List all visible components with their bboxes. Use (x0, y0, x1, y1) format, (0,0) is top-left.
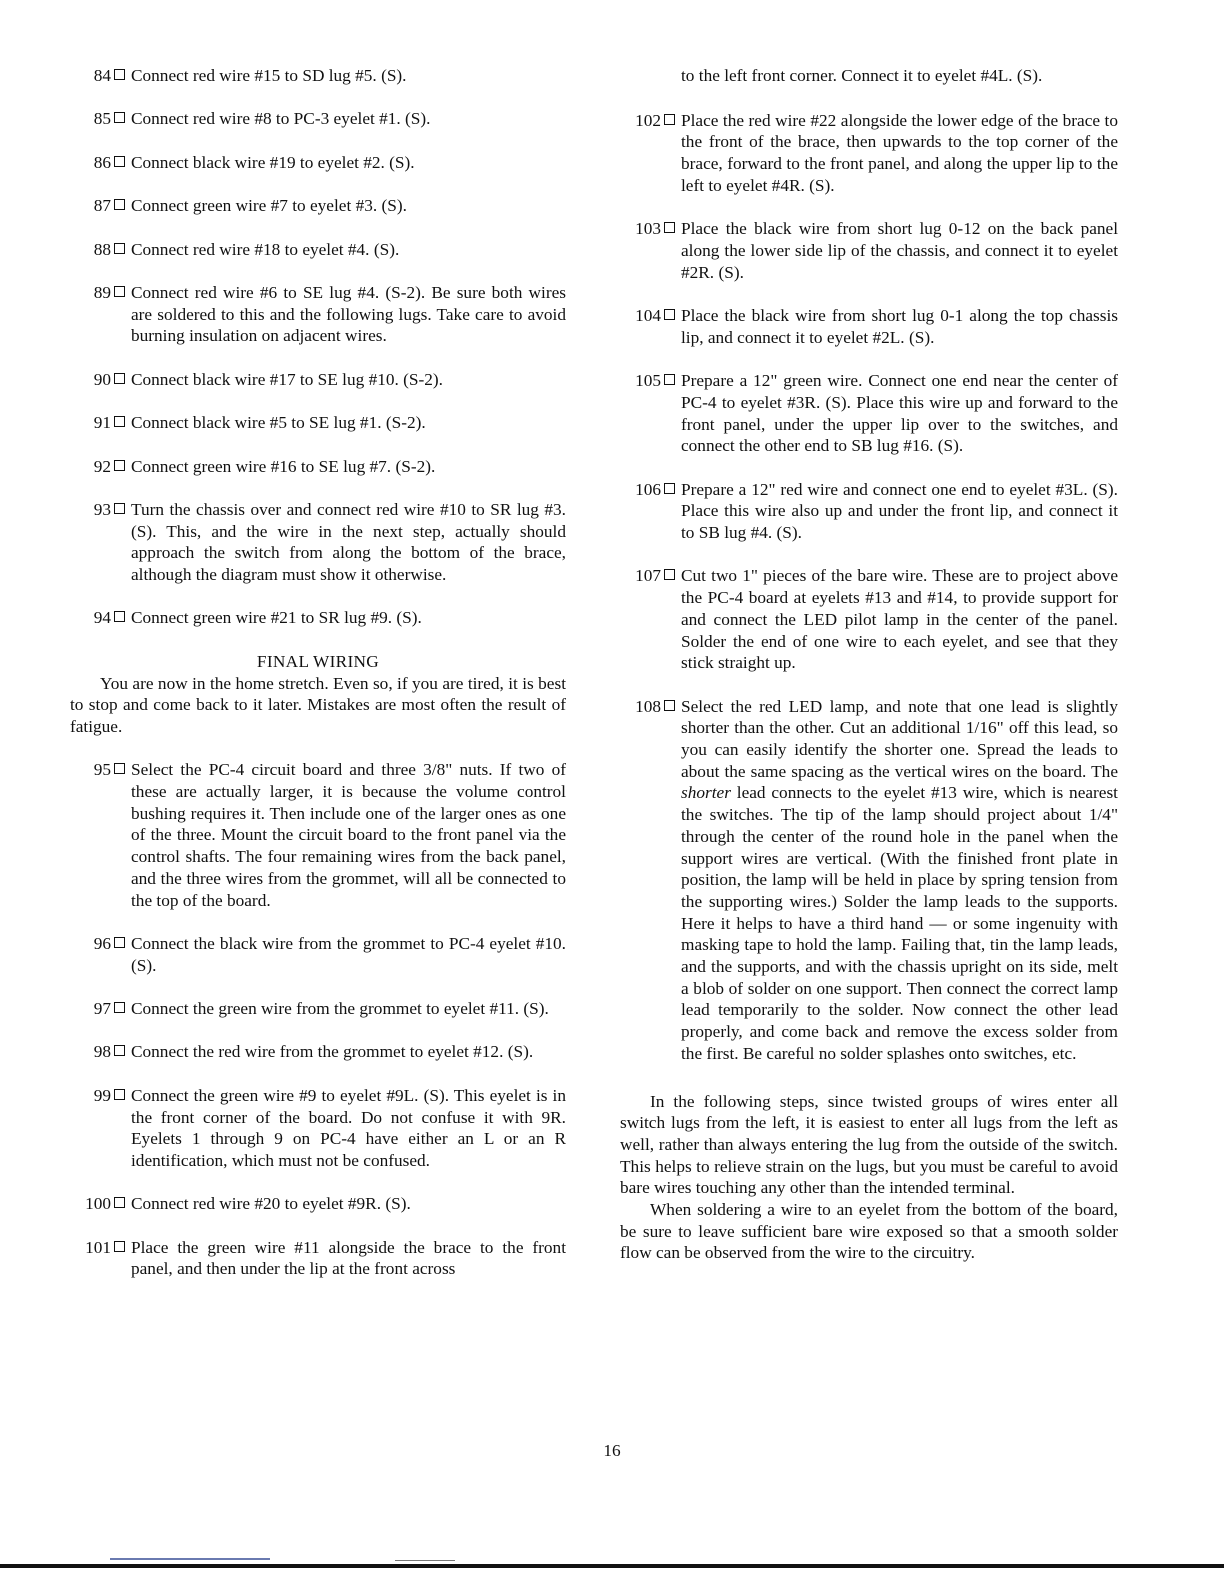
step-number-cell (620, 370, 681, 457)
step-number: 85 (93, 109, 111, 129)
step-text: Connect the green wire from the grommet to eyelet #11. (S). (131, 999, 549, 1019)
step-number: 100 (85, 1194, 111, 1214)
step-number-cell (70, 369, 131, 391)
step-item (70, 108, 566, 130)
step-text: Place the black wire from short lug 0-12 on the back panel along the lower side lip of the chassis, and connect it to eyelet #2R. (S). (681, 219, 1118, 282)
step-number: 96 (93, 933, 111, 953)
checkbox-icon[interactable] (114, 1089, 125, 1100)
step-item (70, 369, 566, 391)
step-text: Turn the chassis over and connect red wire #10 to SR lug #3. (S). This, and the wire in the next step, actually should approach the switch from along the bottom of the brace, although the diagram must show it otherwise. (131, 499, 566, 585)
step-number: 90 (93, 369, 111, 389)
step-item (70, 282, 566, 347)
step-number: 97 (93, 999, 111, 1019)
checkbox-icon[interactable] (114, 937, 125, 948)
step-text: Place the green wire #11 alongside the brace to the front panel, and then under the lip at the front across (131, 1237, 566, 1279)
step-number-cell (70, 282, 131, 347)
step-text: Connect black wire #17 to SE lug #10. (S-2). (131, 369, 443, 389)
step-list (620, 110, 1118, 674)
step-number: 91 (93, 413, 111, 433)
step-number: 95 (93, 760, 111, 780)
step-text: Connect red wire #18 to eyelet #4. (S). (131, 239, 400, 259)
checkbox-icon[interactable] (664, 309, 675, 320)
step-text: Place the red wire #22 alongside the lower edge of the brace to the front of the brace, then upwards to the top corner of the brace, forward to the front panel, and along the upper lip to the left to eyelet #4R. (S). (681, 110, 1118, 195)
step-item (620, 305, 1118, 348)
step-item (620, 696, 1118, 1065)
checkbox-icon[interactable] (664, 222, 675, 233)
step-number: 106 (635, 479, 661, 499)
step-item (70, 607, 566, 629)
step-item (70, 195, 566, 217)
step-item (70, 412, 566, 434)
step-number: 84 (93, 66, 111, 85)
step-number: 87 (93, 196, 111, 216)
step-item (620, 565, 1118, 674)
step-number: 102 (635, 110, 661, 130)
step-number-cell (70, 998, 131, 1020)
step-number: 108 (635, 696, 661, 716)
step-list (70, 65, 566, 629)
bottom-rule (0, 1564, 1224, 1568)
step-number-cell (70, 195, 131, 217)
step-text: Connect black wire #5 to SE lug #1. (S-2). (131, 413, 426, 433)
step-item (70, 239, 566, 261)
checkbox-icon[interactable] (114, 503, 125, 514)
step-number-cell (70, 65, 131, 87)
step-number-cell (70, 239, 131, 261)
step-number: 104 (635, 306, 661, 325)
step-text-part: Select the red LED lamp, and note that one lead is slightly shorter than the other. Cut an additional 1/16" off this lead, so you can easily identify the shorter one. Spread the leads to about the same spacing as the vertical wires on the board. The (681, 696, 1118, 781)
step-number: 92 (93, 456, 111, 476)
checkbox-icon[interactable] (664, 114, 675, 125)
step-text: Connect red wire #20 to eyelet #9R. (S). (131, 1194, 411, 1214)
step-number: 93 (93, 499, 111, 519)
step-number-cell (620, 110, 681, 197)
step-number-cell (70, 412, 131, 434)
step-number: 103 (635, 219, 661, 239)
checkbox-icon[interactable] (114, 416, 125, 427)
step-number-cell (70, 108, 131, 130)
checkbox-icon[interactable] (114, 286, 125, 297)
step-text: Connect green wire #7 to eyelet #3. (S). (131, 196, 407, 216)
step-number-cell (620, 218, 681, 283)
step-text: Connect the red wire from the grommet to eyelet #12. (S). (131, 1042, 534, 1062)
closing-paragraph: In the following steps, since twisted groups of wires enter all switch lugs from the left, it is easiest to enter all lugs from the left as well, rather than always entering the lug from the outside of the switch. This helps to relieve strain on the lugs, but you must be careful to avoid bare wires touching any other than the intended terminal. (620, 1091, 1118, 1198)
checkbox-icon[interactable] (114, 69, 125, 80)
step-text: Cut two 1" pieces of the bare wire. These are to project above the PC-4 board at eyelets #13 and #14, to provide support for and connect the LED pilot lamp in the center of the panel. Solder the end of one wire to each eyelet, and see that they stick straight up. (681, 566, 1118, 673)
step-item (620, 479, 1118, 544)
checkbox-icon[interactable] (114, 112, 125, 123)
checkbox-icon[interactable] (664, 374, 675, 385)
step-item (70, 152, 566, 174)
step-number: 88 (93, 239, 111, 259)
step-number: 105 (635, 371, 661, 391)
emphasis-text: shorter (681, 783, 731, 803)
step-list (70, 759, 566, 1280)
step-text: Connect red wire #8 to PC-3 eyelet #1. (S). (131, 109, 431, 129)
step-text: Select the PC-4 circuit board and three 3/8" nuts. If two of these are actually larger, it is because the volume control bushing requires it. Then include one of the larger ones as one of the three. Mount the circuit board to the front panel via the control shafts. The four remaining wires from the back panel, and the three wires from the grommet, will all be connected to the top of the board. (131, 760, 566, 910)
step-number-cell (620, 479, 681, 544)
step-item (620, 110, 1118, 197)
step-number: 98 (93, 1042, 111, 1062)
checkbox-icon[interactable] (114, 243, 125, 254)
step-number: 101 (85, 1237, 111, 1257)
step-number-cell (70, 1237, 131, 1280)
step-number-cell (620, 305, 681, 348)
page-number: 16 (603, 1441, 621, 1460)
left-column (70, 65, 566, 1302)
step-text: Place the black wire from short lug 0-1 along the top chassis lip, and connect it to eyelet #2L. (S). (681, 306, 1118, 347)
step-text: Connect the black wire from the grommet to PC-4 eyelet #10. (S). (131, 933, 566, 975)
step-number-cell (70, 456, 131, 478)
step-text: Connect black wire #19 to eyelet #2. (S). (131, 152, 415, 172)
step-number-cell (620, 696, 681, 1065)
step-number: 89 (93, 282, 111, 302)
step-text: Connect red wire #15 to SD lug #5. (S). (131, 66, 407, 85)
checkbox-icon[interactable] (664, 700, 675, 711)
section-intro: You are now in the home stretch. Even so, if you are tired, it is best to stop and come back to it later. Mistakes are most often the result of fatigue. (70, 673, 566, 736)
checkbox-icon[interactable] (114, 460, 125, 471)
step-text: Prepare a 12" red wire and connect one end to eyelet #3L. (S). Place this wire also up and under the front lip, and connect it to SB lug #4. (S). (681, 479, 1118, 542)
step-item (70, 456, 566, 478)
step-number-cell (70, 759, 131, 911)
step-item (70, 499, 566, 586)
step-text: Connect green wire #16 to SE lug #7. (S-2). (131, 456, 436, 476)
step-item (70, 1193, 566, 1215)
step-item (70, 759, 566, 911)
step-number-cell (70, 1193, 131, 1215)
checkbox-icon[interactable] (114, 763, 125, 774)
checkbox-icon[interactable] (114, 1045, 125, 1056)
step-item (70, 1237, 566, 1280)
step-item (70, 1041, 566, 1063)
closing-paragraph: When soldering a wire to an eyelet from the bottom of the board, be sure to leave sufficient bare wire exposed so that a smooth solder flow can be observed from the wire to the circuitry. (620, 1200, 1118, 1263)
scan-line (110, 1558, 270, 1560)
step-number: 86 (93, 152, 111, 172)
step-item (70, 65, 566, 87)
step-text-part: lead connects to the eyelet #13 wire, which is nearest the switches. The tip of the lamp should project about 1/4" through the center of the round hole in the panel when the support wires are vertical. (With the finished front plate in position, the lamp will be held in place by spring tension from the supporting wires.) Solder the lamp leads to the supports. Here it helps to have a third hand — or some ingenuity with masking tape to hold the lamp. Failing that, tin the lamp leads, and the supports, and with the chassis upright on its side, melt a blob of solder on one support. Then connect the correct lamp lead temporarily to the solder. Now connect the other lead properly, and come back and remove the excess solder from the first. Be careful no solder splashes onto switches, etc. (681, 783, 1118, 1063)
step-number: 94 (93, 608, 111, 628)
step-text: Connect green wire #21 to SR lug #9. (S). (131, 608, 422, 628)
step-item (70, 998, 566, 1020)
step-text (681, 696, 1118, 1065)
step-item (70, 1085, 566, 1172)
step-number-cell (70, 607, 131, 629)
checkbox-icon[interactable] (114, 373, 125, 384)
step-text: Connect the green wire #9 to eyelet #9L. (S). This eyelet is in the front corner of the board. Do not confuse it with 9R. Eyelets 1 through 9 on PC-4 have either an L or an R identification, which must not be confused. (131, 1085, 566, 1170)
step-number-cell (70, 499, 131, 586)
checkbox-icon[interactable] (114, 199, 125, 210)
step-number-cell (70, 933, 131, 976)
step-item (620, 370, 1118, 457)
step-number-cell (70, 1085, 131, 1172)
step-number-cell (620, 565, 681, 674)
checkbox-icon[interactable] (664, 569, 675, 580)
checkbox-icon[interactable] (114, 1002, 125, 1013)
step-continuation: to the left front corner. Connect it to eyelet #4L. (S). (681, 66, 1043, 85)
checkbox-icon[interactable] (114, 156, 125, 167)
step-number-cell (70, 1041, 131, 1063)
scan-line (395, 1560, 455, 1561)
step-text: Prepare a 12" green wire. Connect one end near the center of PC-4 to eyelet #3R. (S). Place this wire up and forward to the front panel, under the upper lip over to the switches, and connect the other end to SB lug #16. (S). (681, 371, 1118, 456)
step-item (620, 218, 1118, 283)
checkbox-icon[interactable] (114, 611, 125, 622)
step-number: 107 (635, 566, 661, 586)
step-item (70, 933, 566, 976)
step-number-cell (70, 152, 131, 174)
checkbox-icon[interactable] (664, 483, 675, 494)
checkbox-icon[interactable] (114, 1197, 125, 1208)
step-text: Connect red wire #6 to SE lug #4. (S-2). Be sure both wires are soldered to this and the following lugs. Take care to avoid burning insulation on adjacent wires. (131, 282, 566, 346)
checkbox-icon[interactable] (114, 1241, 125, 1252)
section-heading: FINAL WIRING (256, 651, 380, 671)
step-number: 99 (93, 1085, 111, 1105)
right-column (620, 65, 1118, 1264)
